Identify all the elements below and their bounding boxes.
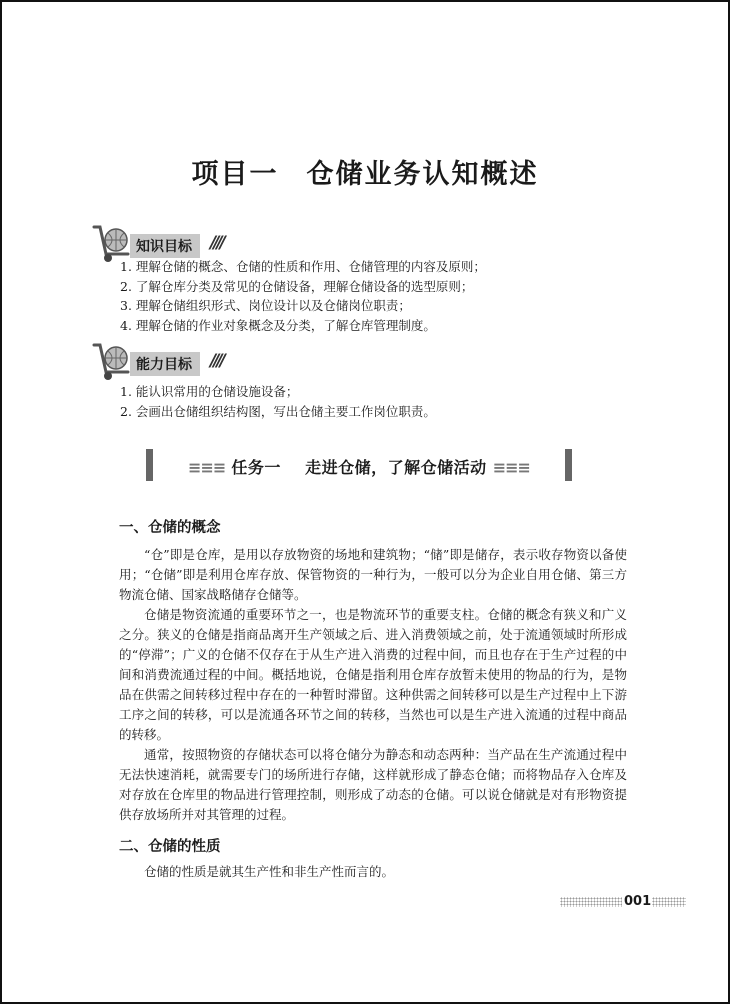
banner-rule-icon: ≡≡≡ [188,458,226,477]
ability-goals-list [120,382,436,421]
list-item: 2. 了解仓库分类及常见的仓储设备，理解仓储设备的选型原则； [120,278,474,294]
decorative-slashes: //// [210,233,223,253]
chapter-label: 项目一 [191,159,279,190]
knowledge-goals-heading: 知识目标 [130,234,200,258]
chapter-title [2,152,728,191]
section-heading: 二、仓储的性质 [119,839,221,855]
task-label: 任务一 [231,458,281,477]
chapter-name: 仓储业务认知概述 [306,159,539,190]
list-item: 1. 能认识常用的仓储设施设备； [120,384,299,399]
list-item: 3. 理解仓储组织形式、岗位设计以及仓储岗位职责； [120,298,411,313]
decorative-slashes: //// [210,351,223,371]
list-item: 1. 理解仓储的概念、仓储的性质和作用、仓储管理的内容及原则； [120,259,486,274]
list-item: 2. 会画出仓储组织结构图，写出仓储主要工作岗位职责。 [120,403,436,419]
hand-truck-globe-icon [88,342,134,382]
task-banner-bar-icon [565,449,572,481]
dotted-rule [560,897,622,907]
task-banner [146,449,572,481]
page-number: 001 [624,894,652,909]
paragraph: 通常，按照物资的存储状态可以将仓储分为静态和动态两种：当产品在生产流通过程中无法快速消耗，就需要专门的场所进行存储，这样就形成了静态仓储；而将物品存入仓库及对存放在仓库里的物品进行管理控制，则形成了动态的仓储。可以说仓储就是对有形物资提供存放场所并对其管理的过程。 [119,747,627,822]
paragraph: 仓储的性质是就其生产性和非生产性而言的。 [144,864,395,879]
banner-rule-icon: ≡≡≡ [492,458,530,477]
paragraph: “仓”即是仓库，是用以存放物资的场地和建筑物；“储”即是储存，表示收存物资以备使用；“仓储”即是利用仓库存放、保管物资的一种行为，一般可以分为企业自用仓储、第三方物流仓储、国家战略储存仓储等。 [119,547,627,602]
task-name: 走进仓储，了解仓储活动 [305,458,487,477]
section-heading: 一、仓储的概念 [119,520,221,536]
dotted-rule [652,897,686,907]
ability-goals-header [88,342,258,382]
task-title [146,455,572,478]
ability-goals-heading: 能力目标 [130,352,200,376]
list-item: 4. 理解仓储的作业对象概念及分类，了解仓库管理制度。 [120,317,436,333]
knowledge-goals-list [120,257,486,335]
paragraph: 仓储是物资流通的重要环节之一，也是物流环节的重要支柱。仓储的概念有狭义和广义之分。狭义的仓储是指商品离开生产领域之后、进入消费领域之前，处于流通领域时所形成的“停滞”；广义的仓储不仅存在于从生产进入消费的过程中间，而且也存在于生产过程的中间和消费流通过程的中间。概括地说，仓储是指利用仓库存放暂未使用的物品的行为，是物品在供需之间转移过程中存在的一种暂时滞留。这种供需之间转移可以是生产过程中上下游工序之间的转移，可以是流通各环节之间的转移，当然也可以是生产进入流通的过程中商品的转移。 [119,607,627,742]
page-footer [560,894,690,910]
